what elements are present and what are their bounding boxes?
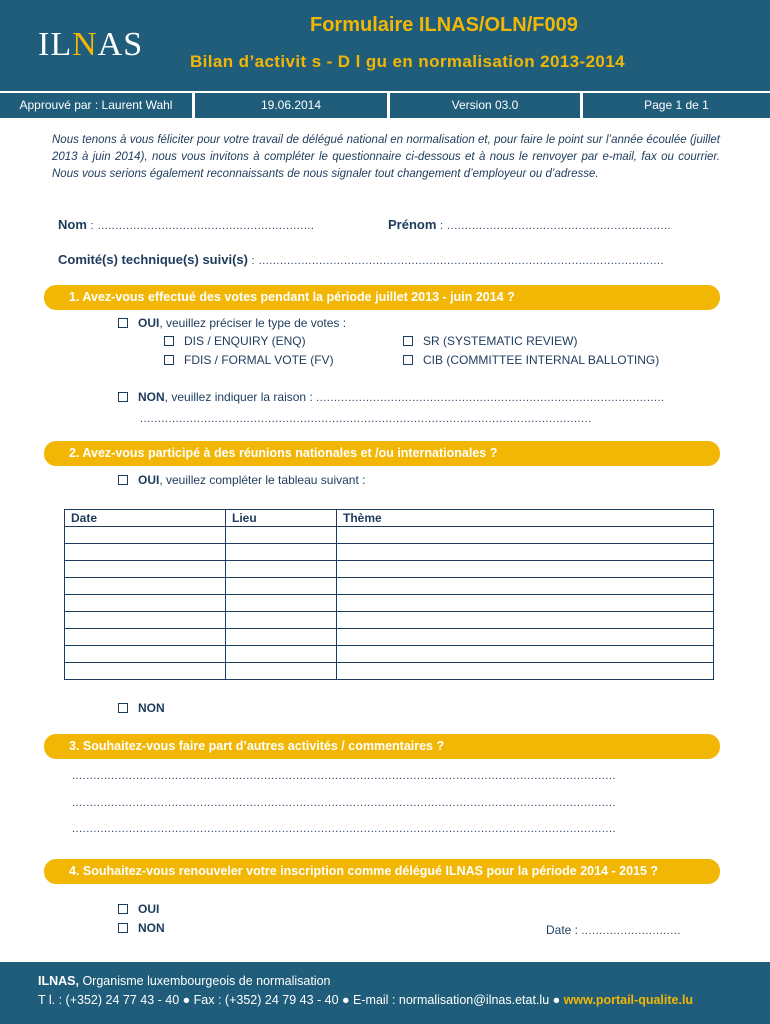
date-label: Date : [546,923,582,937]
table-cell[interactable] [65,646,226,663]
table-cell[interactable] [226,629,337,646]
section-2-heading: 2. Avez-vous participé à des réunions nationales et /ou internationales ? [44,441,720,466]
checkbox-icon[interactable] [118,318,128,328]
table-row[interactable] [65,544,714,561]
section-1-heading: 1. Avez-vous effectué des votes pendant la période juillet 2013 - juin 2014 ? [44,285,720,310]
comite-label: Comité(s) technique(s) suivi(s) [58,252,248,267]
q1-dis-option[interactable]: DIS / ENQUIRY (ENQ) [164,334,306,348]
nom-label: Nom [58,217,87,232]
table-row[interactable] [65,612,714,629]
table-cell[interactable] [337,527,714,544]
table-row[interactable] [65,578,714,595]
q1-sr-option[interactable]: SR (SYSTEMATIC REVIEW) [403,334,577,348]
table-cell[interactable] [226,578,337,595]
table-cell[interactable] [226,527,337,544]
comment-line[interactable]: ......................................................................................................................................................... [72,797,617,809]
table-cell[interactable] [65,544,226,561]
table-cell[interactable] [65,578,226,595]
form-title: Formulaire ILNAS/OLN/F009 [310,14,578,36]
table-cell[interactable] [226,612,337,629]
prenom-label: Prénom [388,217,437,232]
table-cell[interactable] [65,629,226,646]
checkbox-icon[interactable] [403,355,413,365]
table-cell[interactable] [65,595,226,612]
table-cell[interactable] [337,544,714,561]
footer-organisation: ILNAS, Organisme luxembourgeois de normalisation [38,974,331,988]
table-row[interactable] [65,646,714,663]
comment-line[interactable]: ......................................................................................................................................................... [72,823,617,835]
q4-oui-option[interactable]: OUI [118,902,159,916]
q2-non-option[interactable]: NON [118,701,165,715]
form-subtitle: Bilan d’activit s - D l gu en normalisation 2013-2014 [190,52,625,71]
header-banner [0,0,770,91]
table-cell[interactable] [337,612,714,629]
q4-non-option[interactable]: NON [118,921,165,935]
prenom-field[interactable]: Prénom : ............................................................... [388,217,672,232]
checkbox-icon[interactable] [164,336,174,346]
checkbox-icon[interactable] [118,904,128,914]
comment-line[interactable]: ......................................................................................................................................................... [72,770,617,782]
q2-oui-option[interactable]: OUI, veuillez compléter le tableau suivant : [118,473,365,487]
table-cell[interactable] [65,527,226,544]
nom-field[interactable]: Nom : ............................................................. [58,217,315,232]
table-cell[interactable] [65,663,226,680]
q1-non-option[interactable]: NON, veuillez indiquer la raison : .................................................................................................. [118,390,718,404]
table-cell[interactable] [226,561,337,578]
column-header-theme: Thème [337,510,714,527]
q1-reason-line[interactable]: ............................................................................................................................... [140,413,592,425]
checkbox-icon[interactable] [118,703,128,713]
checkbox-icon[interactable] [403,336,413,346]
comite-field[interactable]: Comité(s) technique(s) suivi(s) : .................................................................................................................. [58,252,665,267]
table-cell[interactable] [65,612,226,629]
table-row[interactable] [65,629,714,646]
table-row[interactable] [65,527,714,544]
meetings-table [64,509,714,680]
website-link[interactable]: www.portail-qualite.lu [563,993,694,1007]
approved-by: Approuvé par : Laurent Wahl [0,93,192,118]
checkbox-icon[interactable] [118,392,128,402]
section-3-heading: 3. Souhaitez-vous faire part d’autres activités / commentaires ? [44,734,720,759]
info-bar [0,91,770,120]
table-cell[interactable] [337,578,714,595]
date-field[interactable]: Date : ............................ [546,923,681,937]
q1-oui-option[interactable]: OUI, veuillez préciser le type de votes : [118,316,346,330]
table-row[interactable] [65,663,714,680]
checkbox-icon[interactable] [118,475,128,485]
table-cell[interactable] [337,646,714,663]
q1-cib-option[interactable]: CIB (COMMITTEE INTERNAL BALLOTING) [403,353,659,367]
checkbox-icon[interactable] [118,923,128,933]
table-row[interactable] [65,595,714,612]
q1-fdis-option[interactable]: FDIS / FORMAL VOTE (FV) [164,353,334,367]
table-cell[interactable] [226,646,337,663]
table-cell[interactable] [65,561,226,578]
intro-paragraph: Nous tenons à vous féliciter pour votre travail de délégué national en normalisation et, pour faire le point sur l’année écoulée (juillet 2013 à juin 2014), nous vous invitons à compléter le questionnaire ci-dessous et à nous le renvoyer par e-mail, fax ou courrier. Nous vous serions également reconnaissants de nous signaler tout changement d’employeur ou d’adresse. [52,134,720,180]
section-4-heading: 4. Souhaitez-vous renouveler votre inscription comme délégué ILNAS pour la période 2014 - 2015 ? [44,859,720,884]
table-cell[interactable] [226,595,337,612]
table-cell[interactable] [226,544,337,561]
table-row[interactable] [65,561,714,578]
table-header-row [65,510,714,527]
column-header-date: Date [65,510,226,527]
table-cell[interactable] [337,663,714,680]
table-cell[interactable] [337,561,714,578]
document-version: Version 03.0 [390,93,580,118]
column-header-lieu: Lieu [226,510,337,527]
document-date: 19.06.2014 [195,93,387,118]
page-number: Page 1 de 1 [583,93,770,118]
table-cell[interactable] [226,663,337,680]
table-cell[interactable] [337,595,714,612]
ilnas-logo: ILNAS [38,26,144,63]
footer-contact: T l. : (+352) 24 77 43 - 40 ● Fax : (+352) 24 79 43 - 40 ● E-mail : normalisation@ilnas.etat.lu ● www.portail-qualite.lu [38,993,694,1007]
footer-banner [0,962,770,1024]
checkbox-icon[interactable] [164,355,174,365]
table-cell[interactable] [337,629,714,646]
